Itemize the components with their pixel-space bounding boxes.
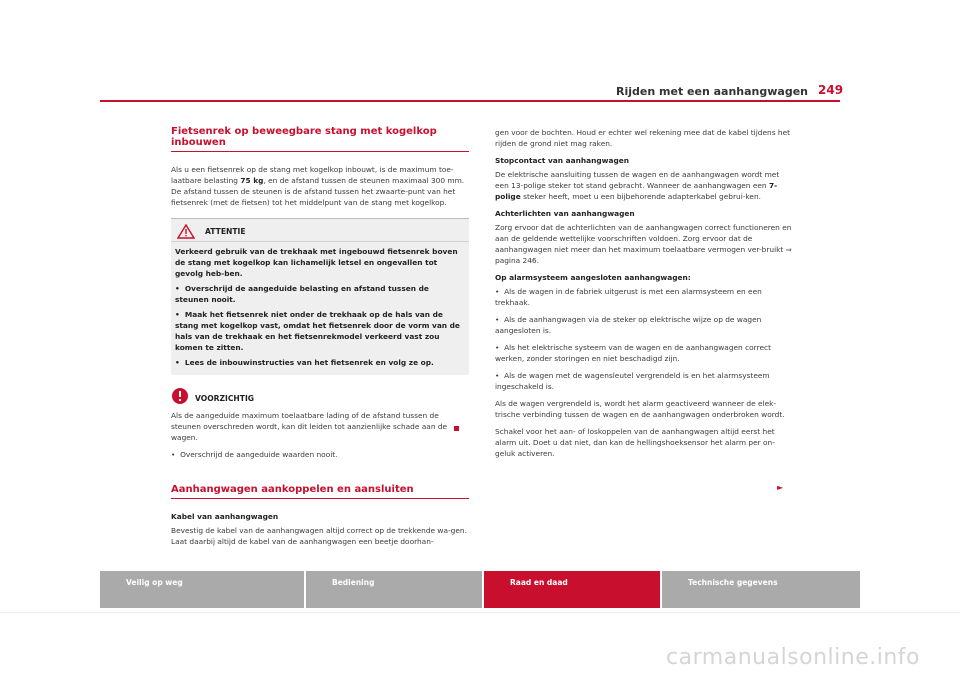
right-column [495,127,795,465]
page-number: 249 [818,83,844,97]
lights-heading: Achterlichten van aanhangwagen [495,209,635,218]
warning-triangle-icon [177,224,195,239]
caution-bullet: • Overschrijd de aangeduide waarden nooit. [171,450,338,459]
tab-raad-en-daad[interactable]: Raad en daad [484,571,660,608]
tab-veilig-op-weg[interactable]: Veilig op weg [100,571,304,608]
warning-bullet: • Overschrijd de aangeduide belasting en afstand tussen de steunen nooit. [175,284,429,304]
warning-box [171,218,469,375]
tab-technische-gegevens[interactable]: Technische gegevens [662,571,860,608]
caution-title: VOORZICHTIG [195,394,254,403]
alarm-bullet: • Als de aanhangwagen via de steker op elektrische wijze op de wagen aangesloten is. [495,315,762,335]
alarm-text: Als de wagen vergrendeld is, wordt het alarm geactiveerd wanneer de elek-trische verbinding tussen de wagen en de aanhangwagen onderbroken wordt. [495,399,785,419]
socket-text: De elektrische aansluiting tussen de wagen en de aanhangwagen wordt met een 13-polige steker tot stand gebracht. Wanneer de aanhangwagen een 7-polige steker heeft, moet u een bijbehorende adapterkabel gebrui-ken. [495,170,780,201]
alarm-bullet: • Als het elektrische systeem van de wagen en de aanhangwagen correct werken, zonder storingen en niet beschadigd zijn. [495,343,771,363]
alarm-bullet: • Als de wagen in de fabriek uitgerust is met een alarmsysteem en een trekhaak. [495,287,762,307]
section-rule [171,498,469,499]
section-rule [171,151,469,152]
caution-icon [171,387,189,405]
left-column [171,126,469,553]
warning-bullet: • Lees de inbouwinstructies van het fietsenrek en volg ze op. [175,358,434,367]
footer-nav [100,571,860,608]
tab-bediening[interactable]: Bediening [306,571,482,608]
continue-arrow-icon: ► [777,483,784,492]
caution-text: Als de aangeduide maximum toelaatbare lading of de afstand tussen de steunen overschreden wordt, kan dit leiden tot aanzienlijke schade aan de wagen. [171,411,448,442]
warning-text: Verkeerd gebruik van de trekhaak met ingebouwd fietsenrek boven de stang met kogelkop kan lichamelijk letsel en ongevallen tot gevolg heb-ben. [175,247,458,278]
section-title-trailer-coupling: Aanhangwagen aankoppelen en aansluiten [171,484,414,495]
bottom-divider [0,612,960,613]
alarm-text: Schakel voor het aan- of loskoppelen van de aanhangwagen altijd eerst het alarm uit. Doet u dat niet, dan kan de hellingshoeksensor het alarm per on-geluk activeren. [495,427,775,458]
cable-text: Bevestig de kabel van de aanhangwagen altijd correct op de trekkende wa-gen. Laat daarbij altijd de kabel van de aanhangwagen een beetje doorhan- [171,526,467,546]
running-header-title: Rijden met een aanhangwagen [616,85,808,98]
alarm-heading: Op alarmsysteem aangesloten aanhangwagen: [495,273,691,282]
cable-heading: Kabel van aanhangwagen [171,512,279,521]
cable-text-continued: gen voor de bochten. Houd er echter wel rekening mee dat de kabel tijdens het rijden de grond niet mag raken. [495,128,791,148]
alarm-bullet: • Als de wagen met de wagensleutel vergrendeld is en het alarmsysteem ingeschakeld is. [495,371,770,391]
section-title-bike-rack: Fietsenrek op beweegbare stang met kogelkop inbouwen [171,126,437,148]
section-end-mark [454,426,459,431]
bike-rack-intro: Als u een fietsenrek op de stang met kogelkop inbouwt, is de maximum toe-laatbare belasting 75 kg, en de afstand tussen de steunen maximaal 300 mm. De afstand tussen de steunen is de afstand tussen het zwaarte-punt van het fietsenrek (met de fietsen) tot het middelpunt van de stang met kogelkop. [171,165,465,207]
header-rule [100,100,840,102]
socket-heading: Stopcontact van aanhangwagen [495,156,630,165]
warning-title: ATTENTIE [205,227,246,236]
lights-text: Zorg ervoor dat de achterlichten van de aanhangwagen correct functioneren en aan de geldende wettelijke voorschriften voldoen. Zorg ervoor dat de aanhangwagen niet meer dan het maximum toelaatbare vermogen ver-bruikt ⇒ pagina 246. [495,223,792,265]
watermark: carmanualsonline.info [666,645,920,670]
warning-bullet: • Maak het fietsenrek niet onder de trekhaak op de hals van de stang met kogelkop vast, omdat het fietsenrek door de vorm van de hals van de trekhaak en het fietsenrekmodel verkeerd vast zou komen te zitten. [175,310,460,352]
